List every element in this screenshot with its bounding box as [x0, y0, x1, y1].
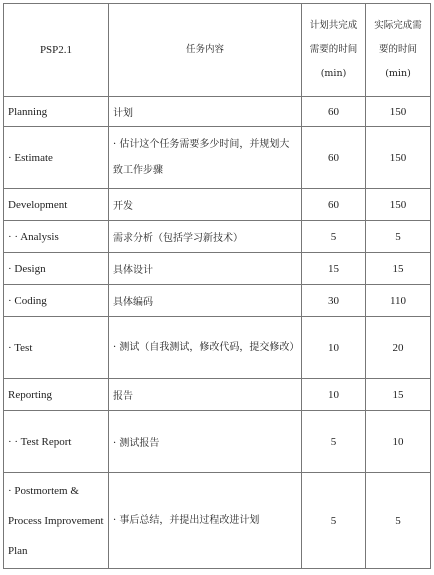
row-plan: 5 — [302, 411, 366, 473]
row-task: 具体编码 — [109, 285, 302, 317]
row-actual: 5 — [366, 221, 431, 253]
row-task: · 测试（自我测试，修改代码，提交修改） — [109, 317, 302, 379]
table-row — [4, 127, 431, 189]
row-task: · 测试报告 — [109, 411, 302, 473]
row-stage: Reporting — [4, 379, 109, 411]
row-plan: 10 — [302, 317, 366, 379]
table-header-row — [4, 4, 431, 97]
row-plan: 15 — [302, 253, 366, 285]
row-plan: 5 — [302, 221, 366, 253]
table-row — [4, 285, 431, 317]
row-plan: 60 — [302, 127, 366, 189]
row-actual: 10 — [366, 411, 431, 473]
row-stage: · Postmortem & Process Improvement Plan — [4, 473, 109, 569]
row-actual: 150 — [366, 97, 431, 127]
header-psp: PSP2.1 — [4, 4, 109, 97]
row-task: 报告 — [109, 379, 302, 411]
header-actual-time: 实际完成需要的时间(min) — [366, 4, 431, 97]
table-row — [4, 253, 431, 285]
header-task: 任务内容 — [109, 4, 302, 97]
table-row — [4, 473, 431, 569]
table-row — [4, 221, 431, 253]
row-plan: 30 — [302, 285, 366, 317]
table-row — [4, 317, 431, 379]
row-task: 开发 — [109, 189, 302, 221]
header-plan-time: 计划共完成需要的时间(min) — [302, 4, 366, 97]
table-row — [4, 379, 431, 411]
table-row — [4, 411, 431, 473]
row-actual: 15 — [366, 253, 431, 285]
row-stage: · Estimate — [4, 127, 109, 189]
row-task: 需求分析（包括学习新技术） — [109, 221, 302, 253]
table-row — [4, 97, 431, 127]
row-stage: · Design — [4, 253, 109, 285]
row-task: · 事后总结，并提出过程改进计划 — [109, 473, 302, 569]
row-actual: 150 — [366, 127, 431, 189]
row-stage: · · Analysis — [4, 221, 109, 253]
row-stage: · Test — [4, 317, 109, 379]
table-row — [4, 189, 431, 221]
row-stage: Planning — [4, 97, 109, 127]
row-plan: 5 — [302, 473, 366, 569]
row-stage: · · Test Report — [4, 411, 109, 473]
row-task: 计划 — [109, 97, 302, 127]
row-actual: 5 — [366, 473, 431, 569]
row-actual: 150 — [366, 189, 431, 221]
psp-table — [3, 3, 431, 569]
row-actual: 110 — [366, 285, 431, 317]
row-stage: Development — [4, 189, 109, 221]
row-stage: · Coding — [4, 285, 109, 317]
row-actual: 15 — [366, 379, 431, 411]
row-task: · 估计这个任务需要多少时间，并规划大致工作步骤 — [109, 127, 302, 189]
row-actual: 20 — [366, 317, 431, 379]
row-plan: 10 — [302, 379, 366, 411]
row-plan: 60 — [302, 97, 366, 127]
row-plan: 60 — [302, 189, 366, 221]
row-task: 具体设计 — [109, 253, 302, 285]
